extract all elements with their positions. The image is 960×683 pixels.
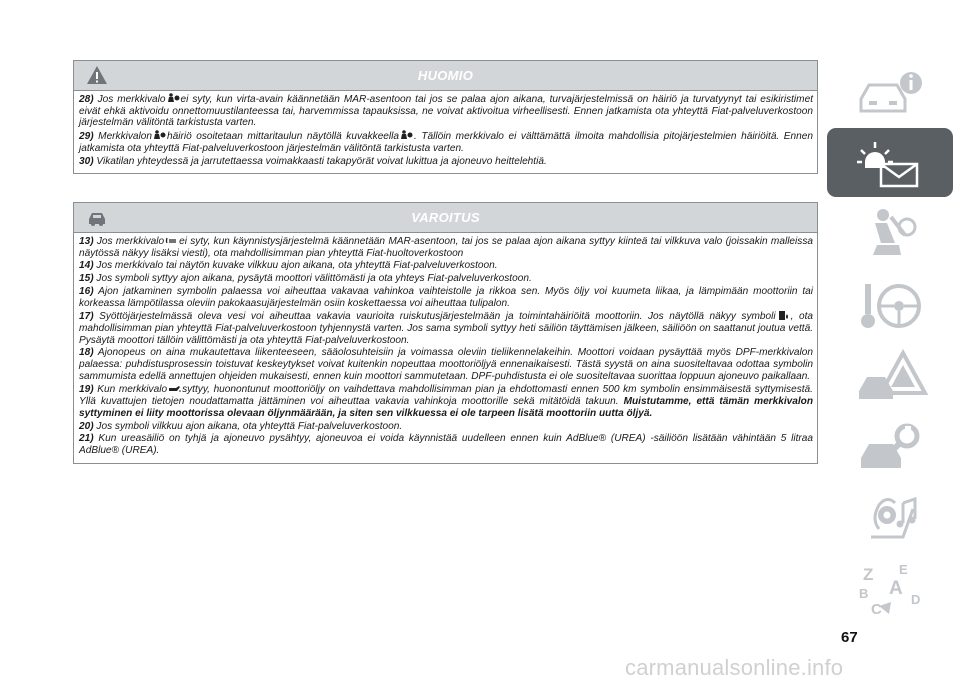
notice-item: 29) Merkkivalon häiriö osoitetaan mittaritaulun näytöllä kuvakkeella . Tällöin merkkivalo ei välttämättä ilmoita mahdollisia pitojärjestelmien häiriöitä. Ennen jatkamista ota yhteyttä Fiat-palveluverkostoon järjestelmän välitöntä tarkistusta varten. bbox=[79, 131, 813, 154]
airbag-warning-icon bbox=[153, 130, 166, 141]
alphabetical-index-icon bbox=[851, 560, 929, 618]
notice-header bbox=[74, 61, 817, 91]
oil-can-icon bbox=[168, 383, 181, 394]
tab-emergency[interactable] bbox=[827, 341, 953, 410]
key-steering-wheel-icon bbox=[851, 276, 929, 334]
car-info-icon bbox=[851, 63, 929, 121]
notice-box bbox=[73, 60, 818, 174]
notice-item: 30) Vikatilan yhteydessä ja jarrutettaessa voimakkaasti takapyörät voivat lukittua ja ajoneuvo heittelehtiä. bbox=[79, 155, 547, 167]
water-in-fuel-icon bbox=[777, 310, 790, 321]
warning-item: 20) Jos symboli vilkkuu ajon aikana, ota yhteyttä Fiat-palveluverkostoon. bbox=[79, 420, 403, 432]
warning-item: 19) Kun merkkivalo syttyy, huonontunut moottoriöljy on vaihdettava mahdollisimman pian ja ehdottomasti ennen 500 km symbolin ensimmäisestä syttymisestä. Yllä kuvattujen tietojen noudattamatta jättäminen voi aiheuttaa vakavia vahinkoja moottorille sekä mitätöidä takuun. Muistutamme, että tämän merkkivalon syttyminen ei liity moottorissa olevaan öljynmäärään, ja siten sen vilkkuessa ei ole tarpeen lisätä moottoriin uutta öljyä. bbox=[79, 384, 814, 419]
index-letter: D bbox=[911, 591, 921, 607]
airbag-warning-icon bbox=[167, 93, 180, 104]
airbag-warning-icon bbox=[400, 130, 413, 141]
notice-item: 28) Jos merkkivalo ei syty, kun virta-avain käännetään MAR-asentoon tai jos se palaa ajon aikana, turvajärjestelmissä on häiriö ja turvatyynyt tai esikiristimet eivät ehkä aktivoidu onnettomuustilanteessa tai, harvemmissa tapauksissa, ne voivat aktivoitua virheellisesti. Ennen jatkamista ota yhteyttä Fiat-palveluverkostoon järjestelmän välitöntä tarkistusta varten. bbox=[79, 94, 814, 129]
tab-maintenance[interactable] bbox=[827, 412, 953, 481]
warning-title: VAROITUS bbox=[411, 210, 480, 225]
warning-item: 17) Syöttöjärjestelmässä oleva vesi voi aiheuttaa vakavia vaurioita ruiskutusjärjestelmään ja toimintahäiriöitä moottoriin. Jos näytöllä näkyy symboli , ota mahdollisimman pian yhteyttä Fiat-palveluverkostoon tyhjennystä varten. Jos sama symboli syttyy heti säiliön täyttämisen jälkeen, säiliöön on saattanut joutua vettä. Pysäytä moottori tällöin välittömästi ja ota yhteyttä Fiat-palveluverkostoon. bbox=[79, 311, 813, 346]
tab-starting-driving[interactable] bbox=[827, 270, 953, 339]
index-letter: E bbox=[899, 561, 908, 577]
index-letter: C bbox=[871, 600, 882, 618]
tab-car-info[interactable] bbox=[827, 57, 953, 126]
warning-item: 21) Kun ureasäiliö on tyhjä ja ajoneuvo pysähtyy, ajoneuvoa ei voida käynnistää uudelleen ennen kuin AdBlue® (UREA) -säiliöön lisätään vähintään 5 litraa AdBlue® (UREA). bbox=[79, 433, 814, 456]
watermark: carmanualsonline.info bbox=[625, 655, 844, 680]
chapter-sidebar bbox=[827, 57, 953, 625]
warning-item: 13) Jos merkkivalo ei syty, kun käynnistysjärjestelmä käännetään MAR-asentoon, tai jos se palaa ajon aikana syttyy kiinteä tai vilkkuva valo (joissakin malleissa näytössä näkyy lisäksi viesti), ota mahdollisimman pian yhteyttä Fiat-huoltoverkostoon bbox=[79, 236, 813, 259]
notice-title: HUOMIO bbox=[417, 68, 474, 83]
tab-index[interactable] bbox=[827, 554, 953, 623]
music-navigation-icon bbox=[851, 489, 929, 547]
page-number: 67 bbox=[841, 629, 858, 646]
warning-item: 14) Jos merkkivalo tai näytön kuvake vilkkuu ajon aikana, ota yhteyttä Fiat-palveluverkostoon. bbox=[79, 260, 498, 272]
warning-lights-envelope-icon bbox=[851, 134, 929, 192]
glow-plug-icon bbox=[165, 235, 178, 246]
wrench-car-icon bbox=[851, 418, 929, 476]
seat-airbag-icon bbox=[851, 205, 929, 263]
index-letter: A bbox=[889, 577, 903, 599]
warning-item: 16) Ajon jatkaminen symbolin palaessa voi aiheuttaa vakavaa vahinkoa vaihteistolle ja rikkoa sen. Myös öljy voi kuumeta liikaa, ja lämpimään moottoriin tai korkeassa lämpötilassa oleviin pakokaasujärjestelmän osiin koskettaessa voi aiheuttaa tulipalon. bbox=[79, 285, 813, 309]
tab-multimedia[interactable] bbox=[827, 483, 953, 552]
tab-safety[interactable] bbox=[827, 199, 953, 268]
warning-header bbox=[74, 203, 817, 233]
warning-item: 18) Ajonopeus on aina mukautettava liikenteeseen, sääolosuhteisiin ja voimassa oleviin tieliikennelakeihin. Moottori voidaan pysäyttää myös DPF-merkkivalon palaessa: puhdistusprosessin toistuvat keskeytykset voivat kuitenkin nopeuttaa moottoriöljyä ennenaikaisesti. Tästä syystä on aina suositeltavaa odottaa symbolin sammumista edellä annettujen ohjeiden mukaisesti, ennen kuin moottori sammutetaan. DPF-puhdistusta ei ole suositeltavaa suorittaa loppuun ajoneuvo paikallaan. bbox=[79, 347, 813, 382]
breakdown-triangle-icon bbox=[851, 347, 929, 405]
tab-warning-lights[interactable] bbox=[827, 128, 953, 197]
warning-box bbox=[73, 202, 818, 464]
index-letter: Z bbox=[863, 564, 874, 584]
warning-item: 15) Jos symboli syttyy ajon aikana, pysäytä moottori välittömästi ja ota yhteys Fiat-palveluverkostoon. bbox=[79, 273, 532, 285]
index-letter: B bbox=[859, 585, 869, 601]
